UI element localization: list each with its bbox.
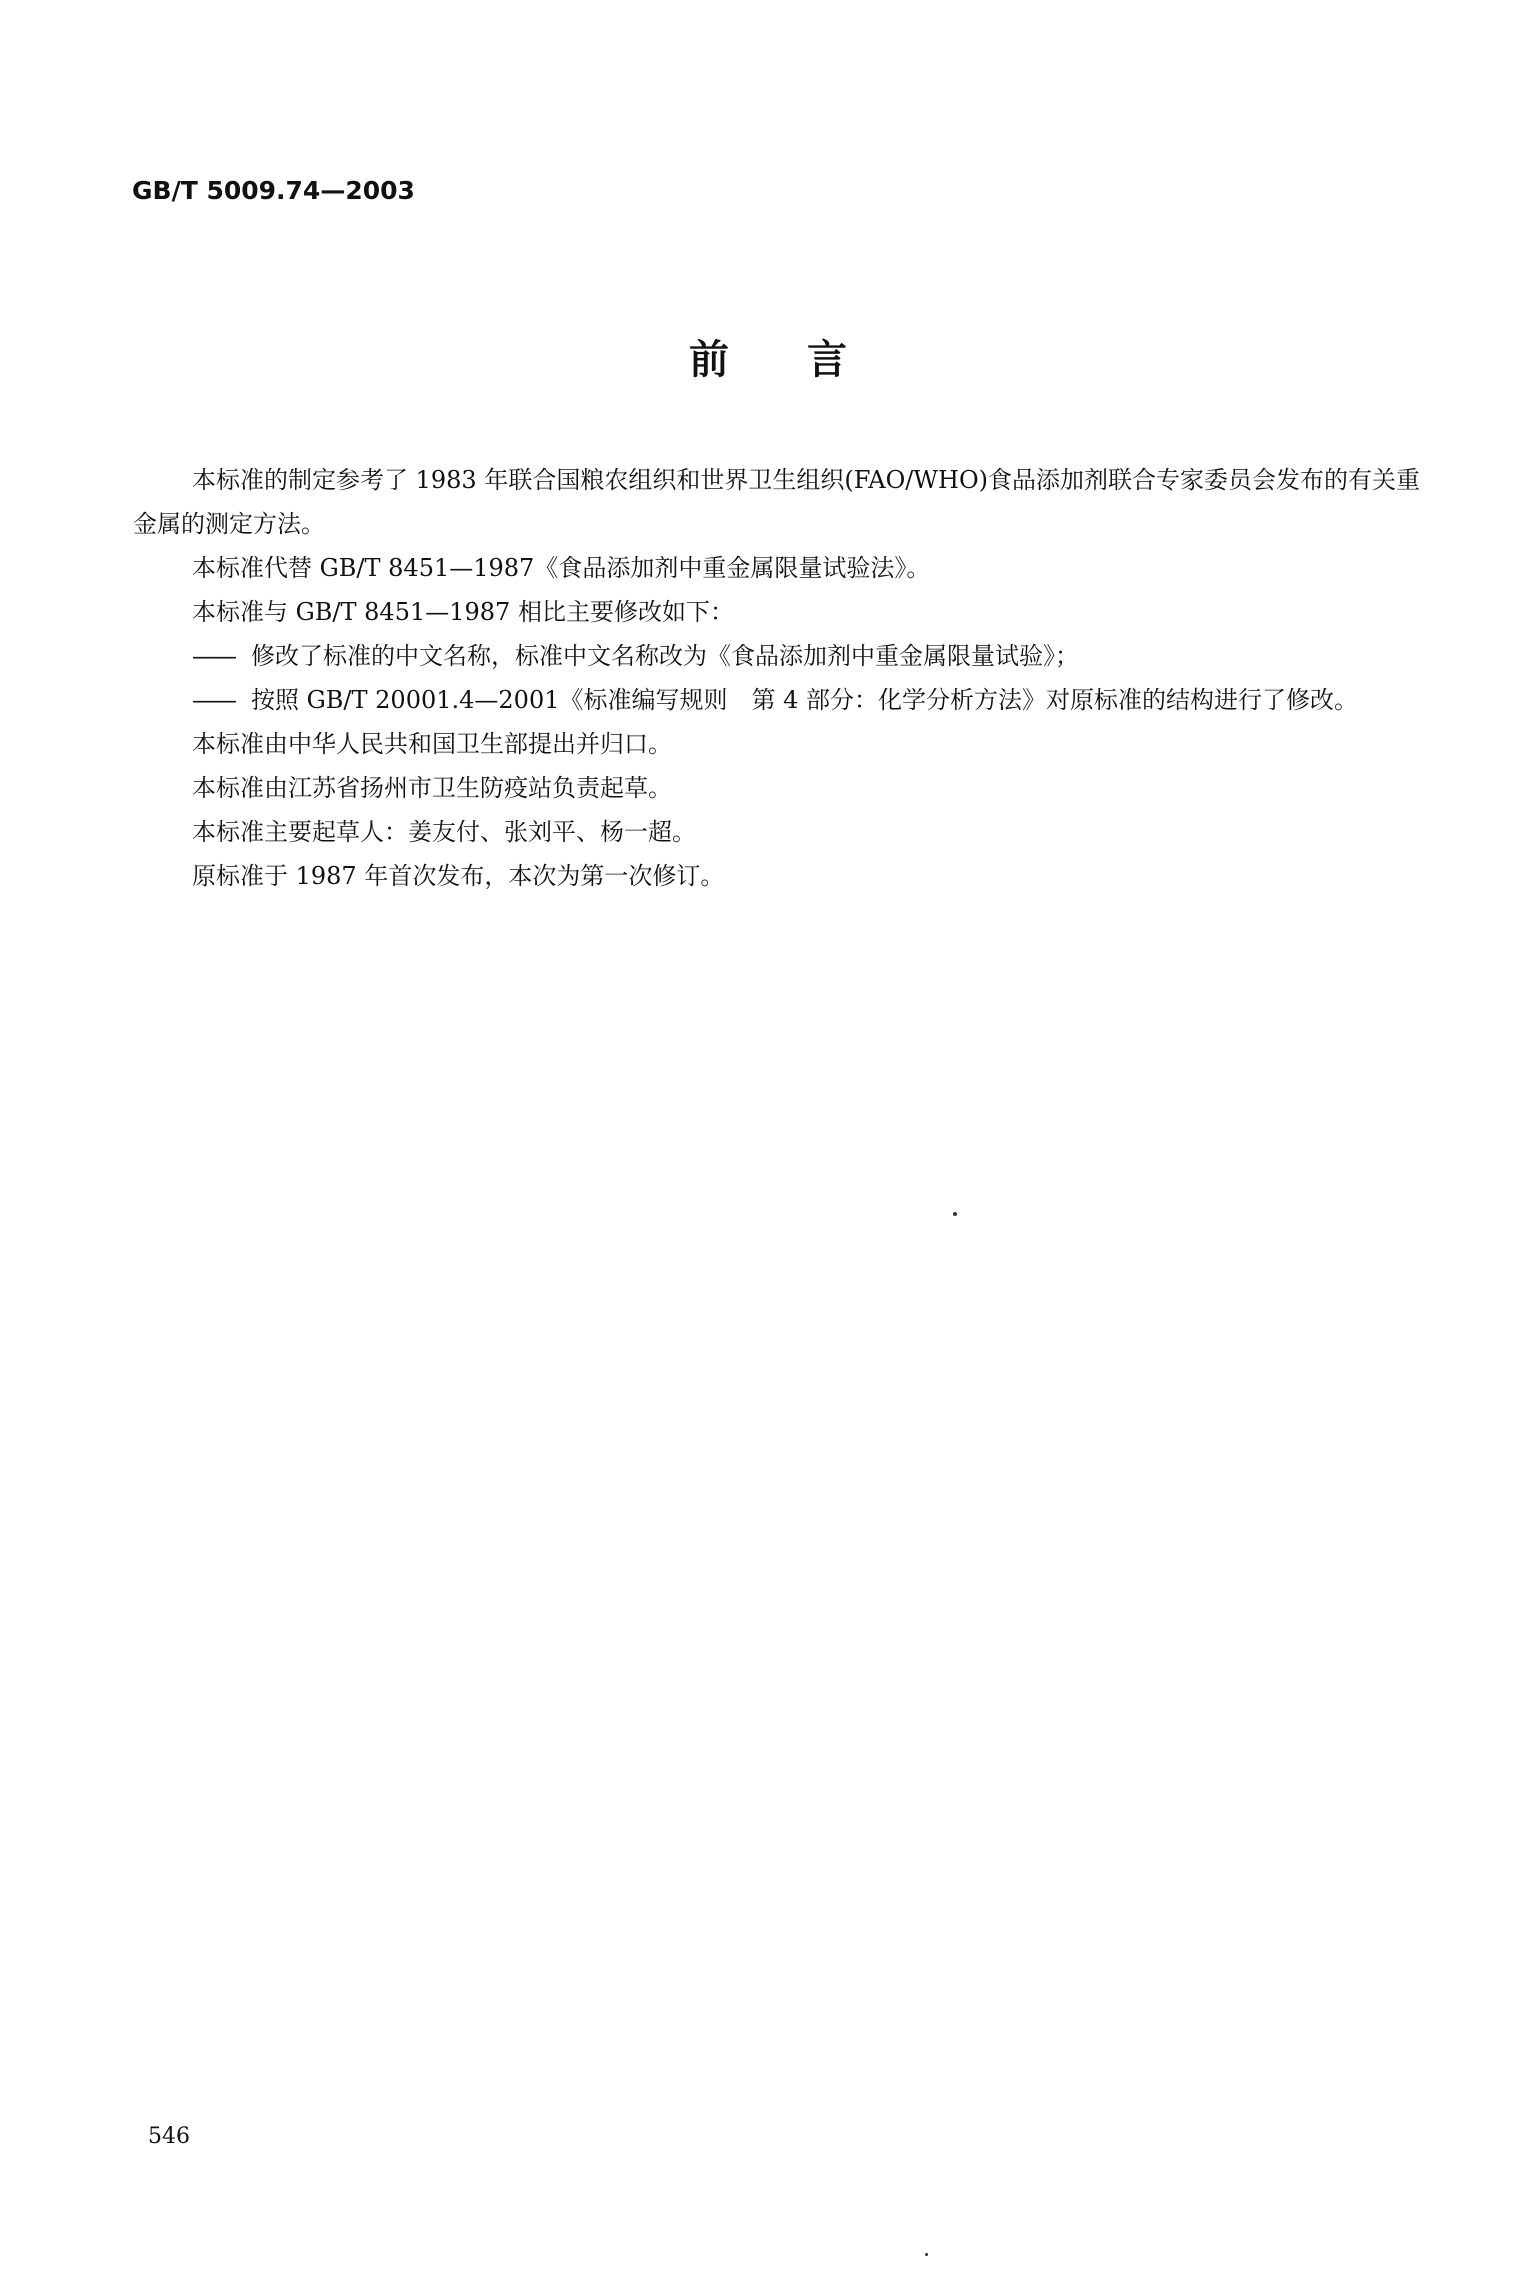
- list-item: [133, 634, 1433, 678]
- standard-code: GB/T 5009.74—2003: [132, 176, 415, 205]
- paragraph-replaces: 本标准代替 GB/T 8451—1987《食品添加剂中重金属限量试验法》。: [192, 554, 931, 582]
- paragraph-history: 原标准于 1987 年首次发布，本次为第一次修订。: [192, 862, 725, 890]
- page-number: 546: [148, 2124, 190, 2149]
- paragraph-proposer: 本标准由中华人民共和国卫生部提出并归口。: [192, 730, 672, 758]
- document-body: [133, 458, 1433, 898]
- list-dash: ——: [192, 686, 234, 714]
- list-item-text: 按照 GB/T 20001.4—2001《标准编写规则 第 4 部分：化学分析方法》对原标准的结构进行了修改。: [251, 686, 1359, 714]
- list-item: [133, 678, 1433, 722]
- scan-speck: [925, 2253, 928, 2256]
- list-item-text: 修改了标准的中文名称，标准中文名称改为《食品添加剂中重金属限量试验》；: [251, 642, 1079, 670]
- paragraph-reference: 本标准的制定参考了 1983 年联合国粮农组织和世界卫生组织(FAO/WHO)食品添加剂联合专家委员会发布的有关重金属的测定方法。: [133, 466, 1420, 538]
- paragraph-drafter: 本标准由江苏省扬州市卫生防疫站负责起草。: [192, 774, 672, 802]
- page-title: 前言: [689, 337, 925, 383]
- paragraph-changes-intro: 本标准与 GB/T 8451—1987 相比主要修改如下：: [192, 598, 734, 626]
- paragraph-authors: 本标准主要起草人：姜友付、张刘平、杨一超。: [192, 818, 696, 846]
- list-dash: ——: [192, 642, 234, 670]
- scan-speck: [953, 1212, 957, 1216]
